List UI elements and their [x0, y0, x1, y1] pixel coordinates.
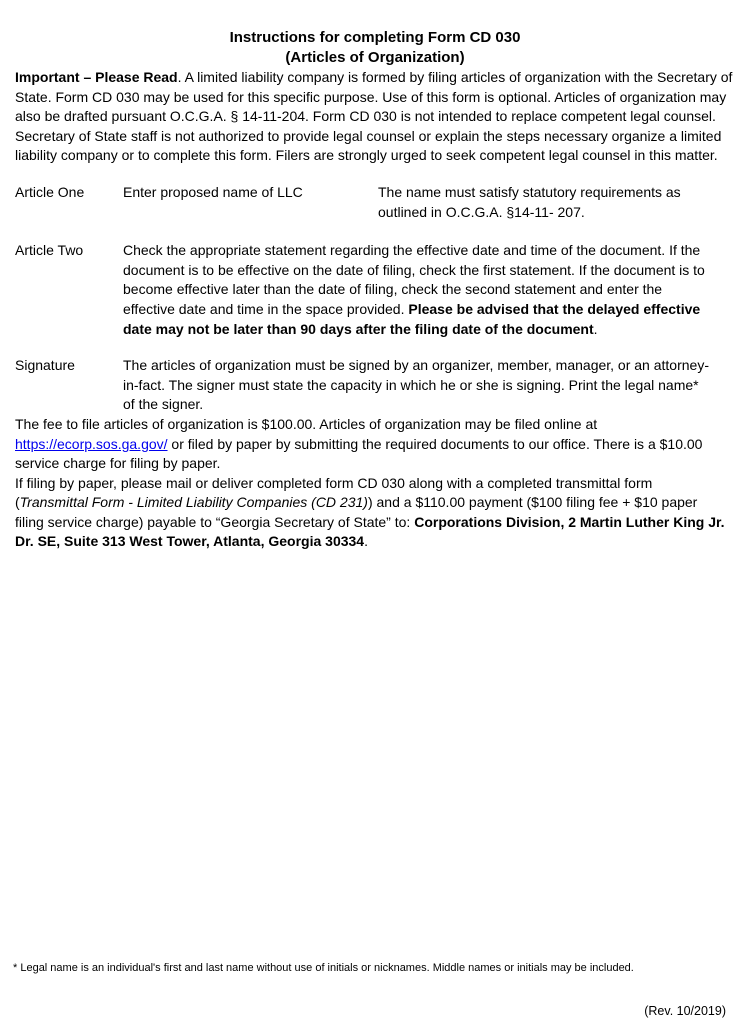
transmittal-form-name: Transmittal Form - Limited Liability Companies (CD 231): [19, 494, 368, 511]
important-notice-lead: Important – Please Read: [15, 69, 178, 85]
paper-filing-text-1: If filing by paper, please mail or deliver completed form CD 030 along with a completed transmittal form (: [15, 474, 653, 511]
article-two-warning-bold: Please be advised that the delayed effective date may not be later than 90 days after the filing date of the document: [123, 300, 701, 337]
fee-paragraph: [15, 415, 735, 474]
paper-filing-paragraph: [15, 474, 735, 552]
page-title-line-1: Instructions for completing Form CD 030: [229, 29, 521, 46]
page-title: [15, 0, 735, 68]
mailing-address: Corporations Division, 2 Martin Luther King Jr. Dr. SE, Suite 313 West Tower, Atlanta, Georgia 30334: [15, 513, 725, 550]
fee-text-before-link: The fee to file articles of organization is $100.00. Articles of organization may be filed online at: [15, 415, 598, 432]
article-one-instruction: Enter proposed name of LLC: [123, 183, 303, 200]
fee-text-after-link: or filed by paper by submitting the required documents to our office. There is a $10.00 service charge for filing by paper.: [15, 435, 703, 472]
ecorp-website-link[interactable]: https://ecorp.sos.ga.gov/: [15, 435, 168, 452]
legal-name-footnote: * Legal name is an individual's first and last name without use of initials or nicknames. Middle names or initials may be included.: [13, 962, 634, 974]
important-notice-body: . A limited liability company is formed by filing articles of organization with the Secretary of State. Form CD 030 may be used for this specific purpose. Use of this form is optional. Articles of organization may also be drafted pursuant O.C.G.A. § 14-11-204. Form CD 030 is not intended to replace competent legal counsel. Secretary of State staff is not authorized to provide legal counsel or explain the steps necessary organize a limited liability company or to complete this form. Filers are strongly urged to seek competent legal counsel in this matter.: [15, 69, 733, 164]
article-one-note: The name must satisfy statutory requirements as outlined in O.C.G.A. §14-11- 207.: [378, 183, 681, 220]
article-two-label: Article Two: [15, 242, 84, 259]
article-one-label: Article One: [15, 183, 85, 200]
paper-filing-text-3: .: [364, 533, 368, 550]
signature-row: [15, 356, 735, 415]
signature-instruction: The articles of organization must be signed by an organizer, member, manager, or an attorney-in-fact. The signer must state the capacity in which he or she is signing. Print the legal name* of the signer.: [123, 357, 709, 413]
article-two-instruction: [123, 241, 735, 339]
revision-label: (Rev. 10/2019): [644, 1004, 726, 1018]
important-notice-paragraph: [15, 68, 735, 166]
article-two-row: [15, 241, 735, 339]
article-two-period: .: [593, 320, 598, 337]
article-two-instruction-text: Check the appropriate statement regarding the effective date and time of the document. If the document is to be effective on the date of filing, check the first statement. If the document is to become effective later than the date of filing, check the second statement and enter the effective date and time in the space provided.: [123, 242, 705, 317]
article-one-row: [15, 183, 735, 222]
page-title-line-2: (Articles of Organization): [285, 49, 465, 66]
paper-filing-text-2: ) and a $110.00 payment ($100 filing fee + $10 paper filing service charge) payable to “Georgia Secretary of State” to:: [15, 494, 698, 530]
signature-label: Signature: [15, 357, 75, 374]
